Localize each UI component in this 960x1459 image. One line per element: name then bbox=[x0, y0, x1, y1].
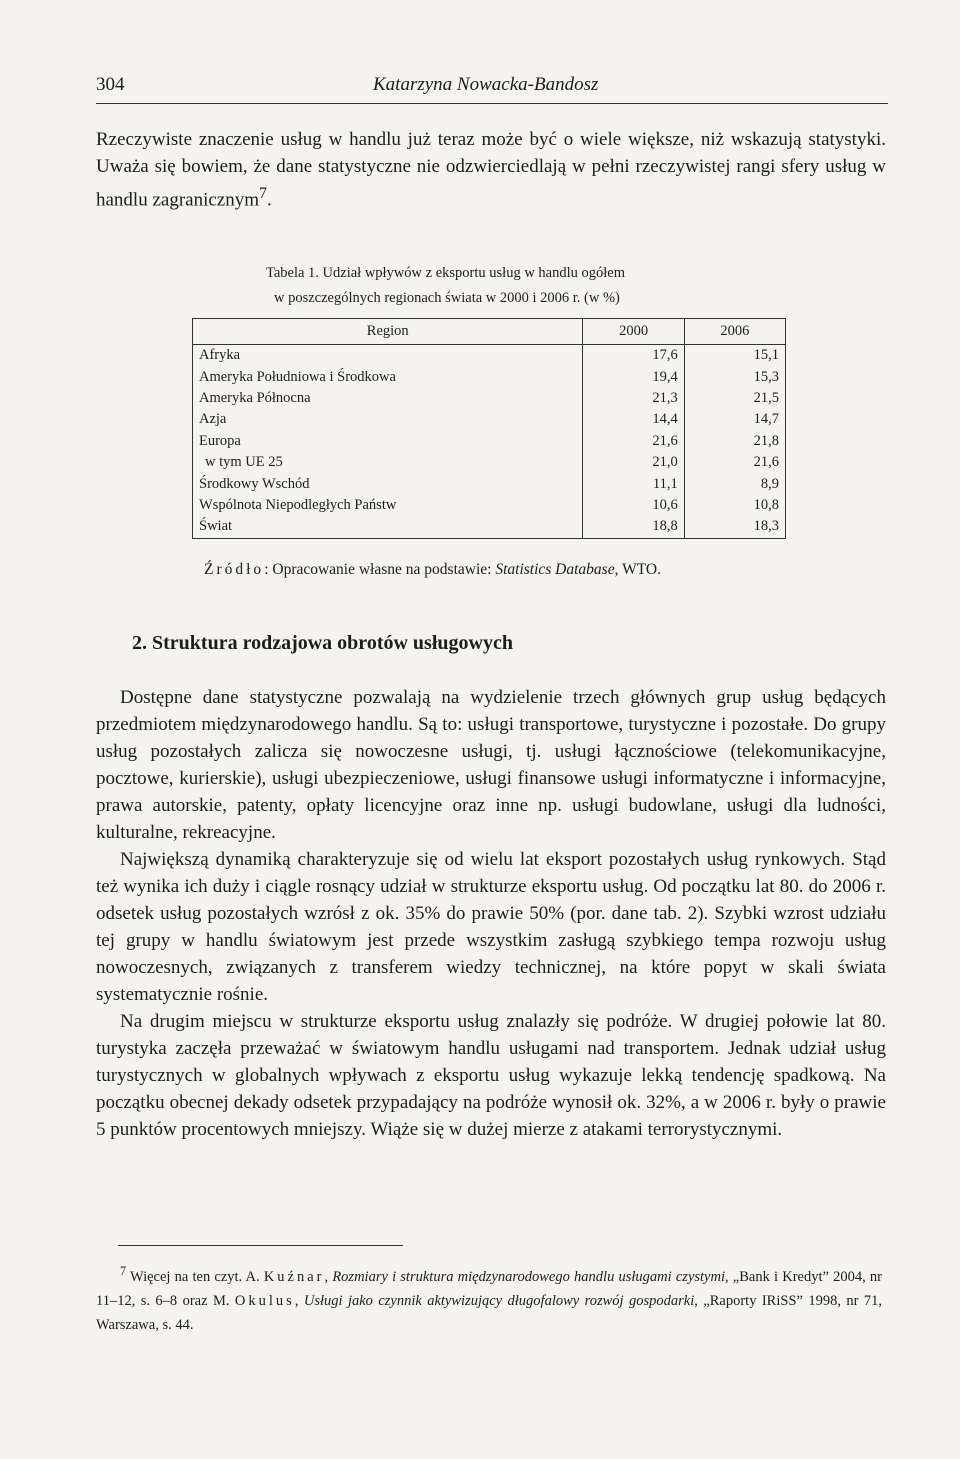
table-source bbox=[204, 561, 661, 579]
body-paragraph: Dostępne dane statystyczne pozwalają na wydzielenie trzech głównych grup usług będących przedmiotem międzynarodowego handlu. Są to: usługi transportowe, turystyczne i pozostałe. Do grupy usług pozostałych zalicza się nowoczesne usługi, tj. usługi łącznościowe (telekomunikacyjne, pocztowe, kurierskie), usługi ubezpieczeniowe, usługi finansowe usługi informatyczne i informacyjne, prawa autorskie, patenty, opłaty licencyjne oraz inne np. usługi budowlane, usługi dla ludności, kulturalne, rekreacyjne. bbox=[96, 687, 886, 843]
table-caption-line1: Tabela 1. Udział wpływów z eksportu usług w handlu ogółem bbox=[266, 265, 625, 281]
table-row bbox=[193, 388, 786, 409]
cell-2000: 11,1 bbox=[583, 473, 684, 494]
cell-2006: 14,7 bbox=[684, 409, 785, 430]
body-paragraph: Na drugim miejscu w strukturze eksportu usług znalazły się podróże. W drugiej połowie lat 80. turystyka zaczęła przeważać w światowym handlu usługami nad transportem. Jednak udział usług turystycznych w globalnych wpływach z eksportu usług wykazuje lekką tendencję spadkową. Na początku obecnej dekady odsetek przypadający na podróże wynosił ok. 32%, a w 2006 r. były o prawie 5 punktów procentowych mniejszy. Wiąże się w dużej mierze z atakami terrorystycznymi. bbox=[96, 1011, 886, 1140]
section-heading: 2. Struktura rodzajowa obrotów usługowych bbox=[132, 632, 513, 654]
cell-2000: 19,4 bbox=[583, 366, 684, 387]
source-label: Źródło bbox=[204, 561, 265, 578]
footnote-author-1: Kuźnar bbox=[263, 1268, 325, 1285]
header-region: Region bbox=[193, 319, 583, 345]
cell-2000: 14,4 bbox=[583, 409, 684, 430]
table-row bbox=[193, 431, 786, 452]
running-head-author: Katarzyna Nowacka-Bandosz bbox=[373, 74, 599, 95]
cell-2000: 21,6 bbox=[583, 431, 684, 452]
page-number: 304 bbox=[96, 74, 125, 95]
cell-2006: 10,8 bbox=[684, 495, 785, 516]
footnote-text-1: Więcej na ten czyt. A. bbox=[126, 1268, 264, 1285]
footnote bbox=[96, 1259, 882, 1337]
table-caption bbox=[190, 261, 750, 311]
cell-2006: 21,8 bbox=[684, 431, 785, 452]
cell-2000: 21,0 bbox=[583, 452, 684, 473]
intro-paragraph bbox=[96, 126, 886, 213]
source-database: Statistics Database bbox=[495, 561, 615, 578]
footnote-number: 7 bbox=[120, 1264, 127, 1278]
cell-2000: 17,6 bbox=[583, 345, 684, 367]
cell-2006: 8,9 bbox=[684, 473, 785, 494]
cell-2006: 21,5 bbox=[684, 388, 785, 409]
footnote-text-5: , „Raporty IRiSS” 1998, nr 71, Warszawa, s. 44. bbox=[96, 1292, 883, 1333]
cell-region: Ameryka Południowa i Środkowa bbox=[193, 366, 583, 387]
table-row bbox=[193, 366, 786, 387]
cell-region: Azja bbox=[193, 409, 583, 430]
footnote-ref: 7 bbox=[259, 185, 267, 202]
table-row bbox=[193, 473, 786, 494]
table-row bbox=[193, 516, 786, 538]
cell-2006: 21,6 bbox=[684, 452, 785, 473]
footnote-author-2: Okulus bbox=[234, 1292, 295, 1309]
footnote-text-4: , bbox=[294, 1292, 304, 1309]
header-rule bbox=[96, 103, 888, 104]
footnote-title-2: Usługi jako czynnik aktywizujący długofalowy rozwój gospodarki bbox=[303, 1292, 695, 1309]
cell-region: Środkowy Wschód bbox=[193, 473, 583, 494]
page-header bbox=[96, 74, 888, 104]
table-row bbox=[193, 345, 786, 367]
body-text bbox=[96, 684, 886, 1143]
table-caption-line2: w poszczególnych regionach świata w 2000 i 2006 r. (w %) bbox=[274, 290, 620, 306]
cell-2000: 10,6 bbox=[583, 495, 684, 516]
header-2006: 2006 bbox=[684, 319, 785, 345]
cell-2006: 15,1 bbox=[684, 345, 785, 367]
table-header-row bbox=[193, 319, 786, 345]
header-2000: 2000 bbox=[583, 319, 684, 345]
intro-text: Rzeczywiste znaczenie usług w handlu już teraz może być o wiele większe, niż wskazują statystyki. Uważa się bowiem, że dane statystyczne nie odzwierciedlają w pełni rzeczywistej rangi sfery usług w handlu zagranicznym bbox=[96, 129, 886, 211]
cell-2000: 21,3 bbox=[583, 388, 684, 409]
footnote-text-2: , bbox=[324, 1268, 333, 1285]
table-row bbox=[193, 452, 786, 473]
footnote-text-3: , „Bank i Kredyt” 2004, nr 11–12, s. 6–8 oraz M. bbox=[96, 1268, 882, 1309]
cell-2006: 15,3 bbox=[684, 366, 785, 387]
source-end: , WTO. bbox=[614, 561, 661, 578]
cell-region: Afryka bbox=[193, 345, 583, 367]
table-row bbox=[193, 409, 786, 430]
body-paragraph: Największą dynamiką charakteryzuje się od wielu lat eksport pozostałych usług rynkowych. Stąd też wynika ich duży i ciągle rosnący udział w strukturze eksportu usług. Od początku lat 80. do 2006 r. odsetek usług pozostałych wzrósł z ok. 35% do prawie 50% (por. dane tab. 2). Szybki wzrost udziału tej grupy w handlu światowym jest przede wszystkim zasługą szybkiego tempa rozwoju usług nowoczesnych, związanych z transferem wiedzy technicznej, na które popyt w skali świata systematycznie rośnie. bbox=[96, 849, 886, 1005]
cell-region: Świat bbox=[193, 516, 583, 538]
cell-region: Wspólnota Niepodległych Państw bbox=[193, 495, 583, 516]
intro-end: . bbox=[266, 189, 272, 211]
footnote-title-1: Rozmiary i struktura międzynarodowego handlu usługami czystymi bbox=[332, 1268, 725, 1285]
cell-2000: 18,8 bbox=[583, 516, 684, 538]
cell-region: w tym UE 25 bbox=[193, 452, 583, 473]
table-row bbox=[193, 495, 786, 516]
cell-2006: 18,3 bbox=[684, 516, 785, 538]
footnote-rule bbox=[118, 1245, 403, 1246]
data-table bbox=[192, 318, 786, 539]
cell-region: Europa bbox=[193, 431, 583, 452]
cell-region: Ameryka Północna bbox=[193, 388, 583, 409]
source-text: : Opracowanie własne na podstawie: bbox=[264, 561, 496, 578]
